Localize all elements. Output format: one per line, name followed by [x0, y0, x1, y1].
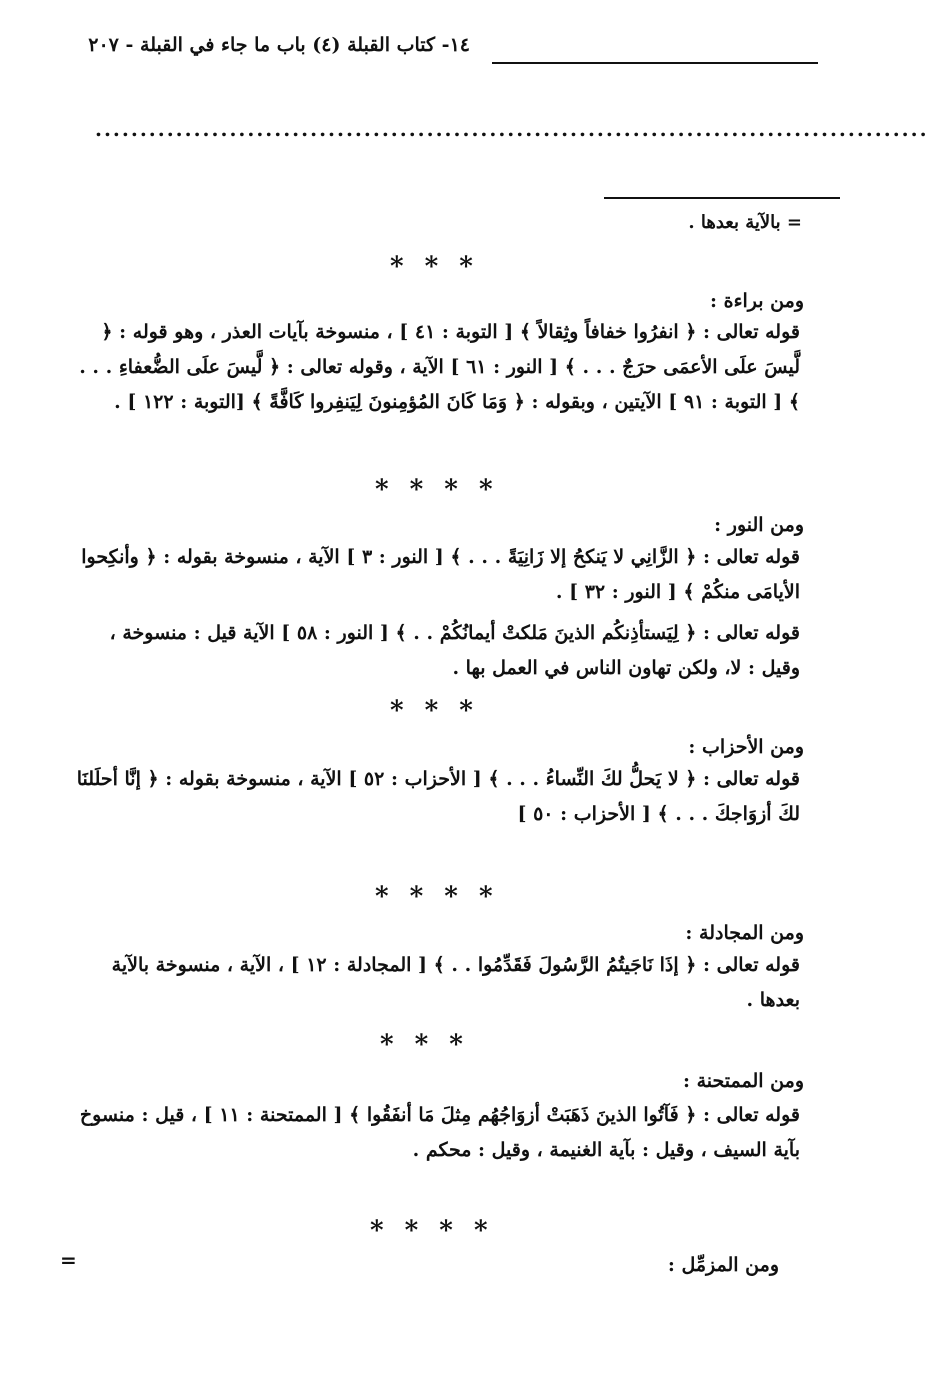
running-header: ١٤- كتاب القبلة (٤) باب ما جاء في القبلة - ٢٠٧ [88, 34, 470, 56]
section-paragraph: قوله تعالى : ﴿ إذَا نَاجَيتُمُ الرَّسُولَ فَقَدِّمُوا . . ﴾ [ المجادلة : ١٢ ] ، الآية ، منسوخة بالآية بعدها . [111, 954, 800, 1011]
continuation-mark: = [60, 1248, 77, 1272]
separator-stars: * * * [380, 1030, 469, 1060]
section-title: ومن المزمِّل : [667, 1254, 779, 1276]
separator-stars: * * * * [370, 1216, 494, 1246]
header-rule [492, 62, 818, 64]
section-title: ومن براءة : [710, 290, 804, 312]
section-paragraph: قوله تعالى : ﴿ فَآتُوا الذينَ ذَهَبَتْ أزوَاجُهُم مِثلَ مَا أنفَقُوا ﴾ [ الممتحنة : ١١ ] ، قيل : منسوخ بآية السيف ، وقيل : بآية الغنيمة ، وقيل : محكم . [79, 1104, 800, 1161]
separator-stars: * * * [390, 252, 479, 282]
section-title: ومن الأحزاب : [688, 736, 804, 758]
footnote-rule [604, 197, 840, 199]
separator-stars: * * * [390, 696, 479, 726]
section-title: ومن الممتحنة : [682, 1070, 804, 1092]
separator-stars: * * * * [375, 882, 499, 912]
section-paragraph: قوله تعالى : ﴿ انفرُوا خفافاً وثِقالاً ﴾ [ التوبة : ٤١ ] ، منسوخة بآيات العذر ، وهو قوله : ﴿ لَّيسَ علَى الأعمَى حرَجٌ . . . ﴾ [ النور : ٦١ ] الآية ، وقوله تعالى : ﴿ لَّيسَ علَى الضُّعفاءِ . . . ﴾ [ التوبة : ٩١ ] الآيتين ، وبقوله : ﴿ وَمَا كَانَ المُؤمِنونَ لِيَنفِروا كَافَّةً ﴾ [التوبة : ١٢٢ ] . [79, 321, 800, 413]
section-title: ومن المجادلة : [685, 922, 804, 944]
section-paragraph: قوله تعالى : ﴿ الزَّانِي لا يَنكحُ إلا زَانِيَةً . . . ﴾ [ النور : ٣ ] الآية ، منسوخة بقوله : ﴿ وأنكِحوا الأيامَى منكُمْ ﴾ [ النور : ٣٢ ] . [81, 546, 800, 603]
section-paragraph: قوله تعالى : ﴿ لا يَحلُّ لكَ النِّساءُ . . . ﴾ [ الأحزاب : ٥٢ ] الآية ، منسوخة بقوله : ﴿ إنَّا أحلَلنَا لكَ أزوَاجكَ . . . ﴾ [ الأحزاب : ٥٠ ] [76, 768, 800, 825]
separator-stars: * * * * [375, 475, 499, 505]
section-paragraph: قوله تعالى : ﴿ لِيَستأذِنكُم الذينَ مَلكتْ أيمانُكُمْ . . ﴾ [ النور : ٥٨ ] الآية قيل : منسوخة ، وقيل : لا، ولكن تهاون الناس في العمل بها . [109, 622, 800, 679]
section-title: ومن النور : [714, 514, 804, 536]
dotted-separator: ............................................................................................. [95, 117, 929, 141]
footnote-continuation: = بالآية بعدها . [688, 212, 802, 233]
